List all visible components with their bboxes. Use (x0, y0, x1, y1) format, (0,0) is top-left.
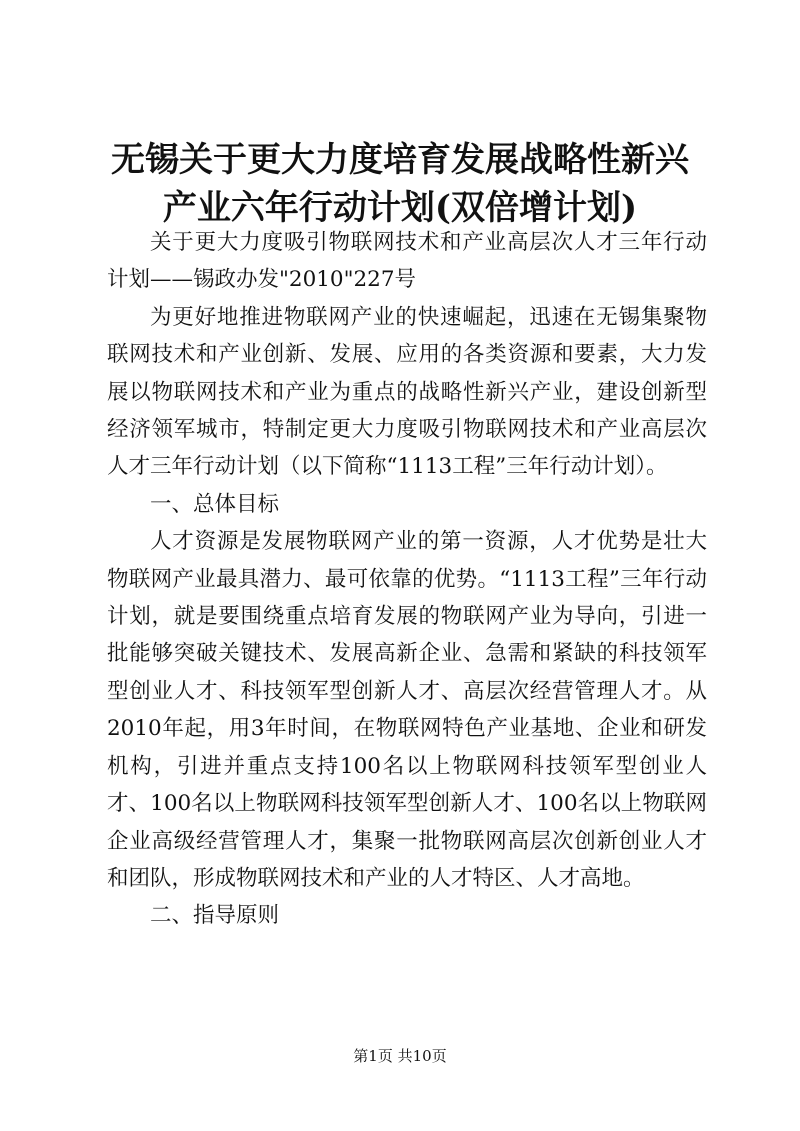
document-title: 无锡关于更大力度培育发展战略性新兴产业六年行动计划(双倍增计划) (111, 140, 689, 228)
intro-paragraph: 为更好地推进物联网产业的快速崛起，迅速在无锡集聚物联网技术和产业创新、发展、应用的各类资源和要素，大力发展以物联网技术和产业为重点的战略性新兴产业，建设创新型经济领军城市，特制定更大力度吸引物联网技术和产业高层次人才三年行动计划（以下简称“1113工程”三年行动计划）。 (107, 304, 707, 480)
section-heading-goals: 一、总体目标 (150, 491, 280, 517)
section-heading-principles: 二、指导原则 (150, 903, 280, 929)
goals-paragraph: 人才资源是发展物联网产业的第一资源，人才优势是壮大物联网产业最具潜力、最可依靠的优势。“1113工程”三年行动计划，就是要围绕重点培育发展的物联网产业为导向，引进一批能够突破关键技术、发展高新企业、急需和紧缺的科技领军型创业人才、科技领军型创新人才、高层次经营管理人才。从2010年起，用3年时间，在物联网特色产业基地、企业和研发机构，引进并重点支持100名以上物联网科技领军型创业人才、100名以上物联网科技领军型创新人才、100名以上物联网企业高级经营管理人才，集聚一批物联网高层次创新创业人才和团队，形成物联网技术和产业的人才特区、人才高地。 (107, 529, 707, 891)
subtitle-paragraph: 关于更大力度吸引物联网技术和产业高层次人才三年行动计划——锡政办发"2010"227号 (107, 230, 707, 293)
page-number: 第1页 共10页 (353, 1047, 447, 1065)
document-body (107, 224, 707, 935)
